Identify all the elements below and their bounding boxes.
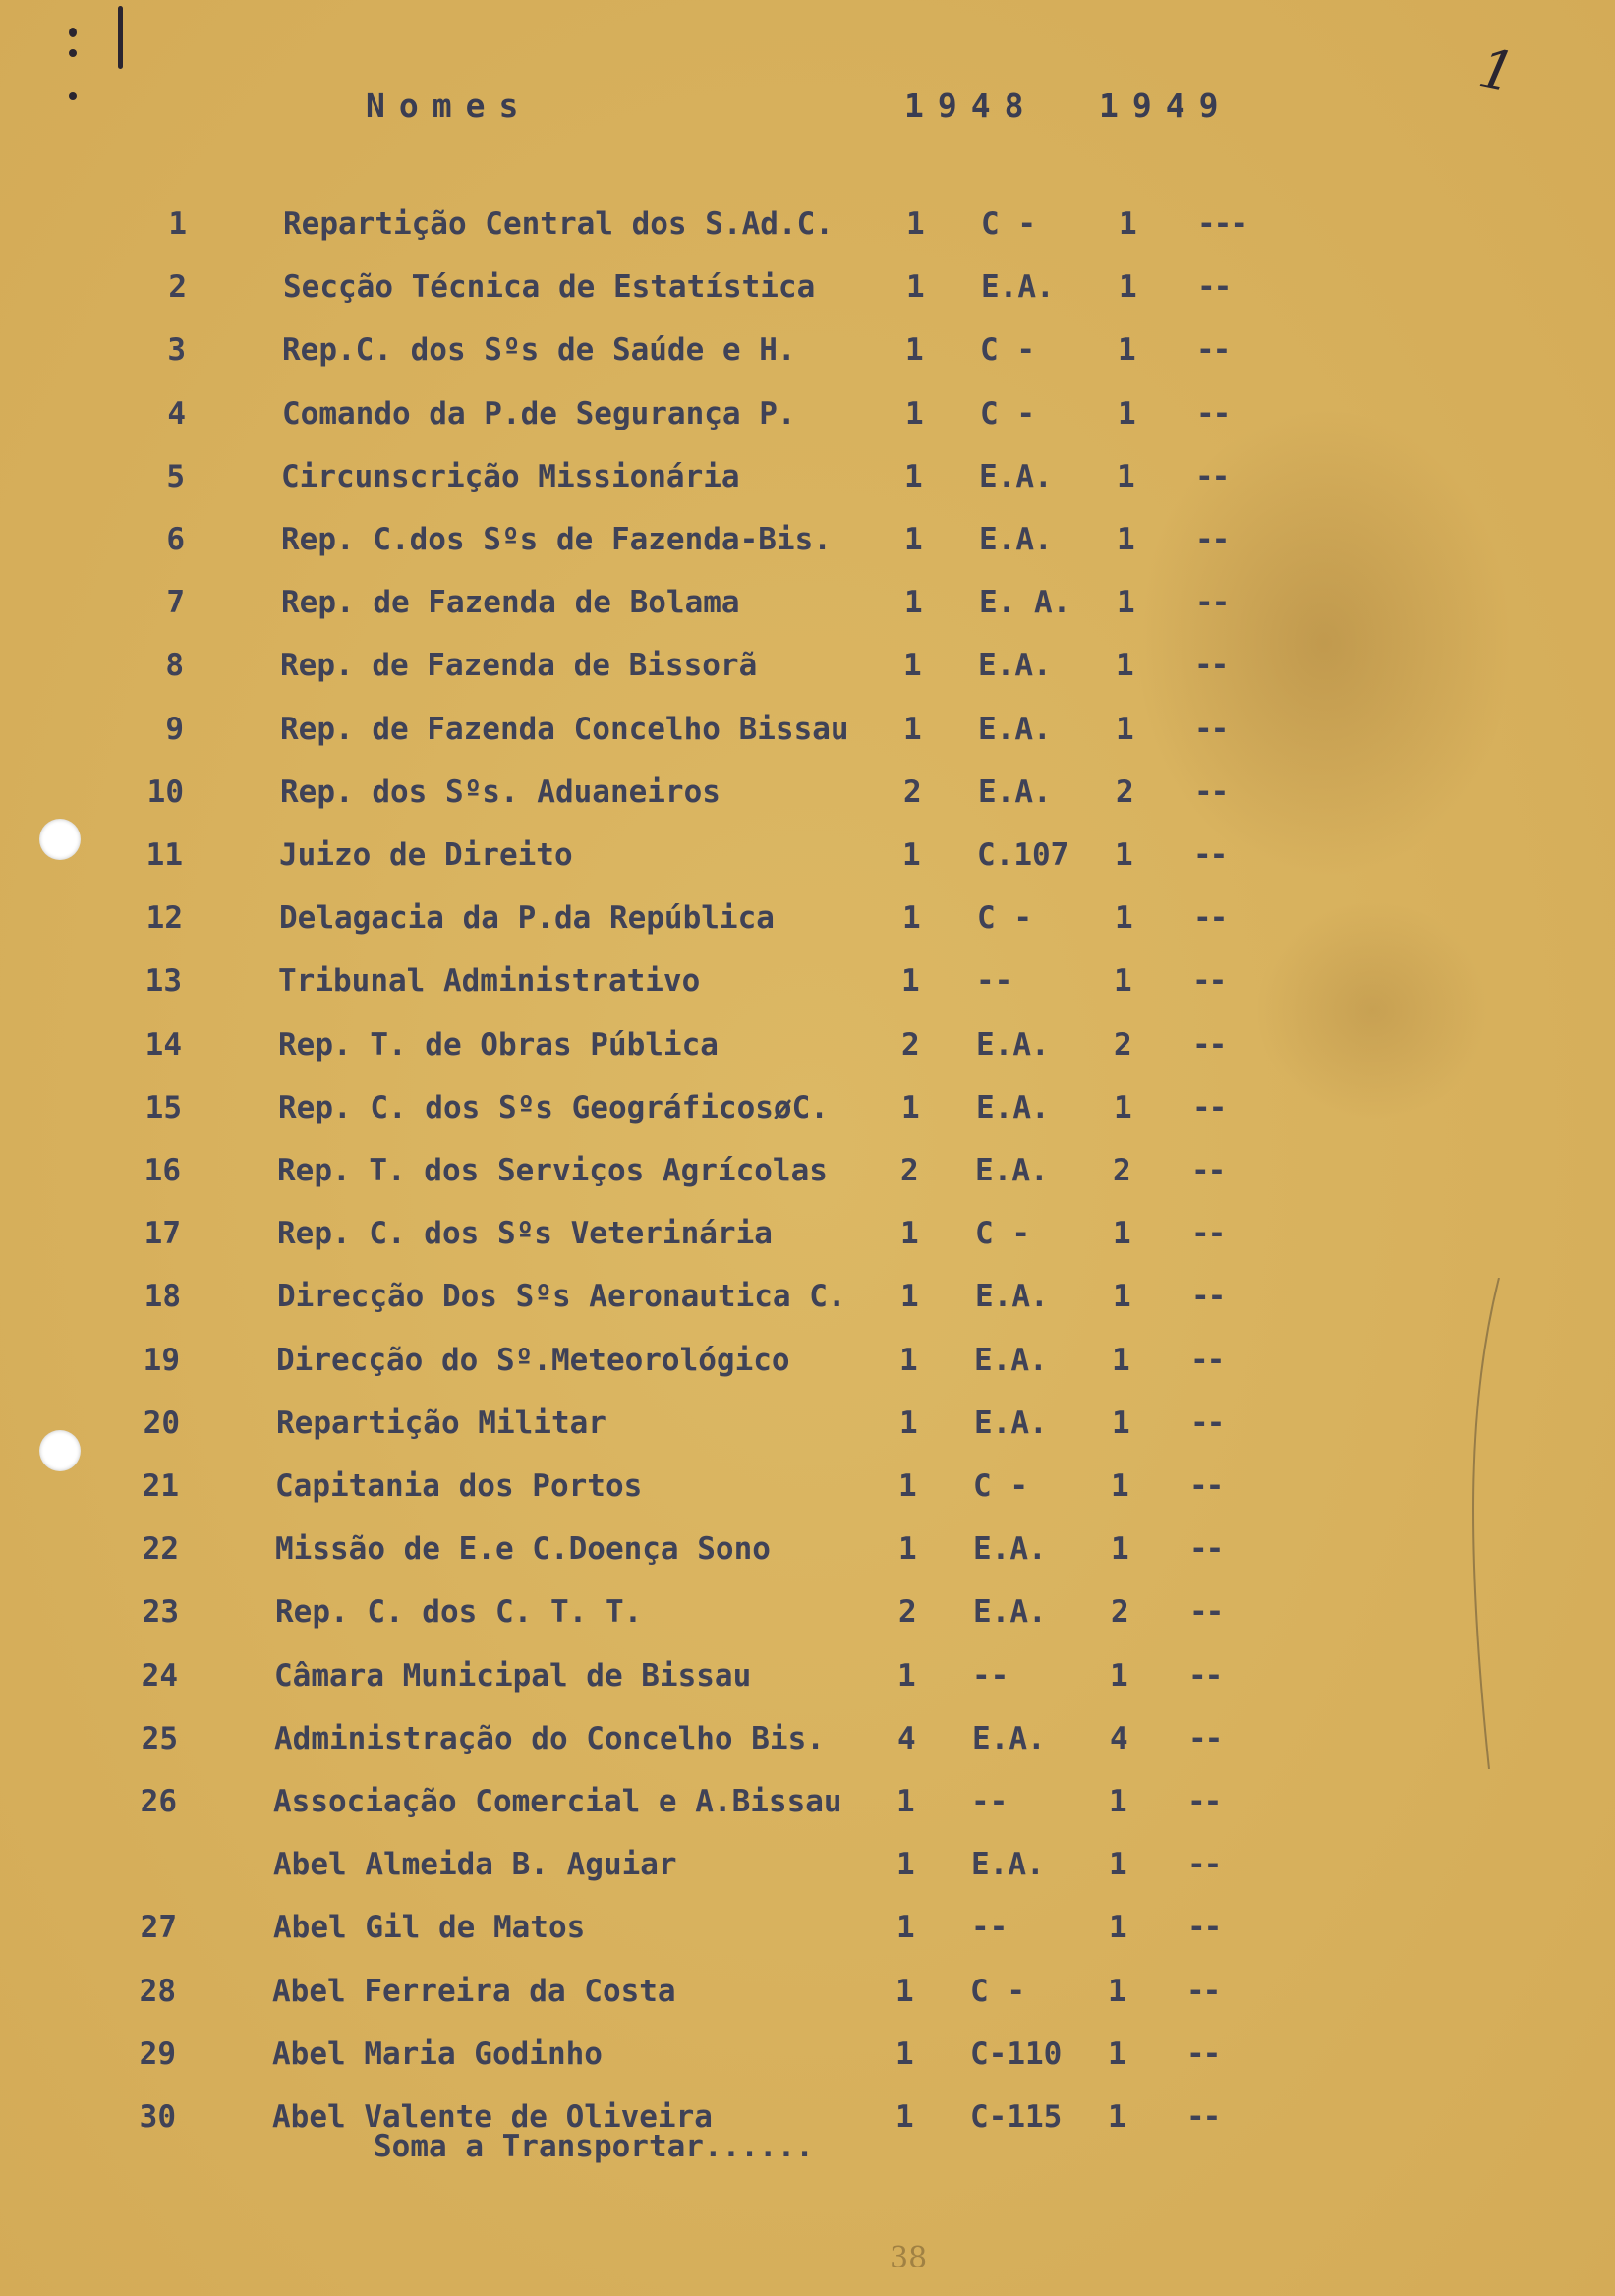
row-number: 5 (166, 458, 185, 494)
table-row (0, 712, 1615, 763)
header-1949: 1949 (1099, 86, 1233, 125)
table-row (0, 1721, 1615, 1772)
table-row (0, 900, 1615, 951)
row-code: E.A. (978, 774, 1052, 810)
row-number: 6 (166, 522, 185, 557)
row-number: 7 (166, 585, 185, 621)
row-code: C - (977, 900, 1032, 937)
table-row (0, 1468, 1615, 1520)
row-code: E.A. (971, 1847, 1045, 1883)
row-number: 27 (140, 1910, 177, 1946)
row-code: -- (971, 1910, 1009, 1946)
row-number: 1 (168, 206, 187, 242)
row-code: E.A. (978, 711, 1052, 747)
row-qty-1948: 1 (903, 648, 922, 684)
row-code: E.A. (975, 1153, 1049, 1188)
row-name: Repartição Central dos S.Ad.C. (283, 206, 834, 242)
row-number: 11 (145, 837, 183, 873)
row-qty-1948: 1 (903, 711, 922, 747)
row-name: Associação Comercial e A.Bissau (273, 1784, 842, 1819)
row-dash: -- (1186, 1973, 1220, 2009)
row-qty-1949: 1 (1118, 395, 1136, 431)
row-dash: --- (1197, 206, 1246, 242)
row-qty-1948: 1 (902, 900, 921, 937)
row-name: Secção Técnica de Estatística (283, 269, 816, 306)
row-qty-1948: 1 (899, 1405, 918, 1441)
table-row (0, 1279, 1615, 1330)
row-code: C - (970, 1973, 1025, 2009)
row-number: 23 (142, 1594, 179, 1631)
row-number: 18 (144, 1279, 181, 1315)
table-row (0, 775, 1615, 826)
table-row (0, 1027, 1615, 1078)
ink-mark-dot (69, 92, 77, 100)
ink-mark-line (118, 6, 123, 69)
row-qty-1949: 1 (1108, 2036, 1126, 2072)
table-row (0, 837, 1615, 889)
row-number: 10 (146, 774, 184, 810)
header-1948: 1948 (904, 86, 1038, 125)
row-dash: -- (1195, 522, 1229, 557)
row-qty-1948: 4 (897, 1720, 916, 1756)
row-name: Rep. de Fazenda Concelho Bissau (280, 711, 849, 747)
row-qty-1949: 2 (1111, 1594, 1129, 1631)
row-name: Abel Ferreira da Costa (272, 1973, 676, 2009)
row-qty-1948: 1 (906, 269, 925, 306)
table-row (0, 1784, 1615, 1835)
row-number: 19 (143, 1342, 180, 1378)
table-row (0, 1090, 1615, 1141)
row-name: Missão de E.e C.Doença Sono (275, 1531, 771, 1568)
row-qty-1948: 1 (901, 963, 920, 1000)
row-qty-1949: 1 (1117, 458, 1135, 494)
row-number: 13 (144, 963, 182, 1000)
row-qty-1949: 1 (1113, 1216, 1131, 1252)
row-qty-1948: 1 (900, 1279, 919, 1315)
table-row (0, 1153, 1615, 1204)
row-qty-1948: 1 (895, 2036, 914, 2072)
row-code: C - (980, 332, 1035, 369)
row-qty-1949: 1 (1112, 1405, 1130, 1441)
row-dash: -- (1192, 1089, 1226, 1125)
row-qty-1949: 1 (1116, 711, 1134, 747)
row-code: E.A. (979, 522, 1053, 557)
row-name: Rep. de Fazenda de Bolama (281, 585, 740, 621)
row-name: Abel Almeida B. Aguiar (273, 1847, 677, 1883)
row-dash: -- (1191, 1153, 1225, 1188)
row-qty-1948: 1 (906, 206, 925, 242)
row-qty-1949: 1 (1113, 1279, 1131, 1315)
row-dash: -- (1193, 837, 1227, 873)
row-name: Abel Gil de Matos (273, 1910, 586, 1946)
row-number: 15 (144, 1089, 182, 1125)
row-code: -- (972, 1657, 1009, 1693)
row-qty-1948: 1 (905, 395, 924, 431)
row-qty-1949: 1 (1114, 1089, 1132, 1125)
row-number: 2 (168, 269, 187, 306)
row-name: Rep. C. dos Sºs GeográficosøC. (278, 1089, 829, 1125)
table-row (0, 648, 1615, 699)
row-qty-1949: 4 (1110, 1720, 1128, 1756)
row-number: 21 (142, 1468, 179, 1504)
row-name: Administração do Concelho Bis. (274, 1720, 825, 1756)
row-dash: -- (1189, 1468, 1223, 1504)
row-dash: -- (1194, 648, 1228, 684)
row-dash: -- (1191, 1279, 1225, 1315)
row-dash: -- (1186, 2099, 1220, 2135)
row-dash: -- (1189, 1531, 1223, 1568)
row-code: E.A. (973, 1594, 1047, 1631)
table-row (0, 396, 1615, 447)
row-qty-1949: 1 (1116, 648, 1134, 684)
row-code: C.107 (977, 837, 1069, 873)
row-number: 25 (141, 1720, 178, 1756)
row-code: E.A. (978, 648, 1052, 684)
row-name: Câmara Municipal de Bissau (274, 1657, 752, 1693)
row-qty-1948: 1 (898, 1531, 917, 1568)
row-code: E.A. (972, 1720, 1046, 1756)
row-number: 9 (165, 711, 184, 747)
row-number: 16 (144, 1153, 181, 1188)
row-qty-1949: 1 (1115, 837, 1133, 873)
row-name: Rep. T. dos Serviços Agrícolas (277, 1153, 828, 1188)
row-qty-1948: 1 (898, 1468, 917, 1504)
table-row (0, 1406, 1615, 1457)
row-number: 4 (167, 395, 186, 431)
row-name: Direcção Dos Sºs Aeronautica C. (277, 1279, 846, 1315)
row-code: E.A. (973, 1531, 1047, 1568)
total-label: Soma a Transportar...... (374, 2129, 814, 2164)
row-qty-1949: 1 (1119, 269, 1137, 306)
row-qty-1948: 1 (904, 522, 923, 557)
row-qty-1949: 1 (1115, 900, 1133, 937)
row-number: 26 (140, 1784, 177, 1819)
row-qty-1948: 1 (896, 1847, 915, 1883)
table-row (0, 1847, 1615, 1898)
footer-mark: 38 (890, 2241, 928, 2275)
table-row (0, 963, 1615, 1014)
pencil-curve (1460, 1278, 1519, 1769)
row-dash: -- (1189, 1594, 1223, 1631)
row-code: E.A. (976, 1026, 1050, 1062)
row-qty-1948: 1 (904, 585, 923, 621)
ink-mark-dot (69, 49, 77, 57)
page-number: 1 (1472, 36, 1522, 106)
row-number: 29 (139, 2036, 176, 2072)
row-qty-1949: 1 (1117, 585, 1135, 621)
row-dash: -- (1191, 1216, 1225, 1252)
row-number: 3 (167, 332, 186, 369)
row-name: Delagacia da P.da República (279, 900, 775, 937)
row-qty-1949: 2 (1113, 1153, 1131, 1188)
row-dash: -- (1192, 1026, 1226, 1062)
row-qty-1949: 1 (1112, 1342, 1130, 1378)
row-code: -- (976, 963, 1013, 1000)
table-row (0, 1974, 1615, 2025)
row-number: 28 (139, 1973, 176, 2009)
table-row (0, 1594, 1615, 1645)
row-qty-1949: 1 (1109, 1910, 1127, 1946)
row-code: C-115 (970, 2099, 1063, 2135)
row-dash: -- (1196, 395, 1230, 431)
row-qty-1948: 1 (899, 1342, 918, 1378)
row-qty-1948: 1 (897, 1657, 916, 1693)
row-qty-1949: 1 (1109, 1784, 1127, 1819)
row-qty-1949: 1 (1108, 2099, 1126, 2135)
table-row (0, 269, 1615, 320)
row-qty-1949: 1 (1117, 522, 1135, 557)
row-code: C - (980, 395, 1035, 431)
row-dash: -- (1187, 1910, 1221, 1946)
row-qty-1948: 2 (903, 774, 922, 810)
row-qty-1948: 1 (895, 1973, 914, 2009)
row-name: Rep. C. dos C. T. T. (275, 1594, 643, 1631)
row-code: C - (975, 1216, 1030, 1252)
row-dash: -- (1192, 963, 1226, 1000)
row-dash: -- (1194, 774, 1228, 810)
row-qty-1948: 2 (898, 1594, 917, 1631)
row-name: Rep. de Fazenda de Bissorã (280, 648, 758, 684)
row-code: E.A. (975, 1279, 1049, 1315)
row-qty-1949: 1 (1118, 332, 1136, 369)
row-name: Abel Maria Godinho (272, 2036, 603, 2072)
row-name: Comando da P.de Segurança P. (282, 395, 796, 431)
row-code: E.A. (979, 458, 1053, 494)
row-name: Capitania dos Portos (275, 1468, 643, 1504)
row-code: -- (971, 1784, 1009, 1819)
row-dash: -- (1190, 1405, 1224, 1441)
row-dash: -- (1186, 2036, 1220, 2072)
row-code: E. A. (979, 585, 1071, 621)
row-qty-1949: 1 (1119, 206, 1137, 242)
row-qty-1948: 1 (900, 1216, 919, 1252)
row-number: 30 (139, 2099, 176, 2135)
row-dash: -- (1188, 1657, 1222, 1693)
row-dash: -- (1188, 1720, 1222, 1756)
row-qty-1949: 2 (1114, 1026, 1132, 1062)
row-qty-1949: 1 (1111, 1531, 1129, 1568)
row-qty-1949: 1 (1109, 1847, 1127, 1883)
row-name: Rep. C.dos Sºs de Fazenda-Bis. (281, 522, 832, 557)
table-row (0, 585, 1615, 636)
table-row (0, 2037, 1615, 2088)
row-number: 12 (145, 900, 183, 937)
table-row (0, 459, 1615, 510)
row-name: Rep. T. de Obras Pública (278, 1026, 719, 1062)
row-qty-1949: 1 (1108, 1973, 1126, 2009)
row-dash: -- (1196, 332, 1230, 369)
row-qty-1948: 1 (901, 1089, 920, 1125)
table-row (0, 522, 1615, 573)
table-row (0, 1910, 1615, 1961)
row-qty-1948: 1 (902, 837, 921, 873)
row-dash: -- (1187, 1847, 1221, 1883)
row-dash: -- (1187, 1784, 1221, 1819)
row-code: E.A. (974, 1405, 1048, 1441)
row-name: Rep. C. dos Sºs Veterinária (277, 1216, 773, 1252)
row-qty-1948: 1 (896, 1784, 915, 1819)
header-names: Nomes (366, 86, 533, 125)
row-name: Abel Valente de Oliveira (272, 2099, 713, 2135)
table-row (0, 206, 1615, 258)
row-dash: -- (1197, 269, 1231, 306)
row-code: C-110 (970, 2036, 1063, 2072)
row-code: C - (981, 206, 1036, 242)
row-qty-1949: 1 (1114, 963, 1132, 1000)
row-code: C - (973, 1468, 1028, 1504)
table-row (0, 1658, 1615, 1709)
table-row (0, 1343, 1615, 1394)
row-qty-1948: 1 (895, 2099, 914, 2135)
row-qty-1948: 1 (905, 332, 924, 369)
ink-mark-dot (69, 28, 77, 37)
row-dash: -- (1193, 900, 1227, 937)
row-qty-1949: 1 (1111, 1468, 1129, 1504)
row-dash: -- (1195, 458, 1229, 494)
row-number: 20 (143, 1405, 180, 1441)
row-dash: -- (1194, 711, 1228, 747)
table-row (0, 332, 1615, 383)
table-row (0, 1531, 1615, 1582)
row-qty-1948: 2 (901, 1026, 920, 1062)
row-number: 22 (142, 1531, 179, 1568)
row-number: 14 (144, 1026, 182, 1062)
row-dash: -- (1195, 585, 1229, 621)
row-qty-1948: 1 (896, 1910, 915, 1946)
row-qty-1949: 2 (1116, 774, 1134, 810)
row-code: E.A. (976, 1089, 1050, 1125)
row-name: Rep. dos Sºs. Aduaneiros (280, 774, 721, 810)
row-number: 17 (144, 1216, 181, 1252)
row-qty-1949: 1 (1110, 1657, 1128, 1693)
row-name: Rep.C. dos Sºs de Saúde e H. (282, 332, 796, 369)
row-name: Repartição Militar (276, 1405, 606, 1441)
row-number: 24 (141, 1657, 178, 1693)
row-code: E.A. (974, 1342, 1048, 1378)
table-row (0, 1216, 1615, 1267)
row-qty-1948: 1 (904, 458, 923, 494)
row-name: Juizo de Direito (279, 837, 573, 873)
row-name: Tribunal Administrativo (278, 963, 701, 1000)
row-code: E.A. (981, 269, 1055, 306)
row-dash: -- (1190, 1342, 1224, 1378)
row-number: 8 (165, 648, 184, 684)
row-qty-1948: 2 (900, 1153, 919, 1188)
row-name: Circunscrição Missionária (281, 458, 740, 494)
row-name: Direcção do Sº.Meteorológico (276, 1342, 790, 1378)
